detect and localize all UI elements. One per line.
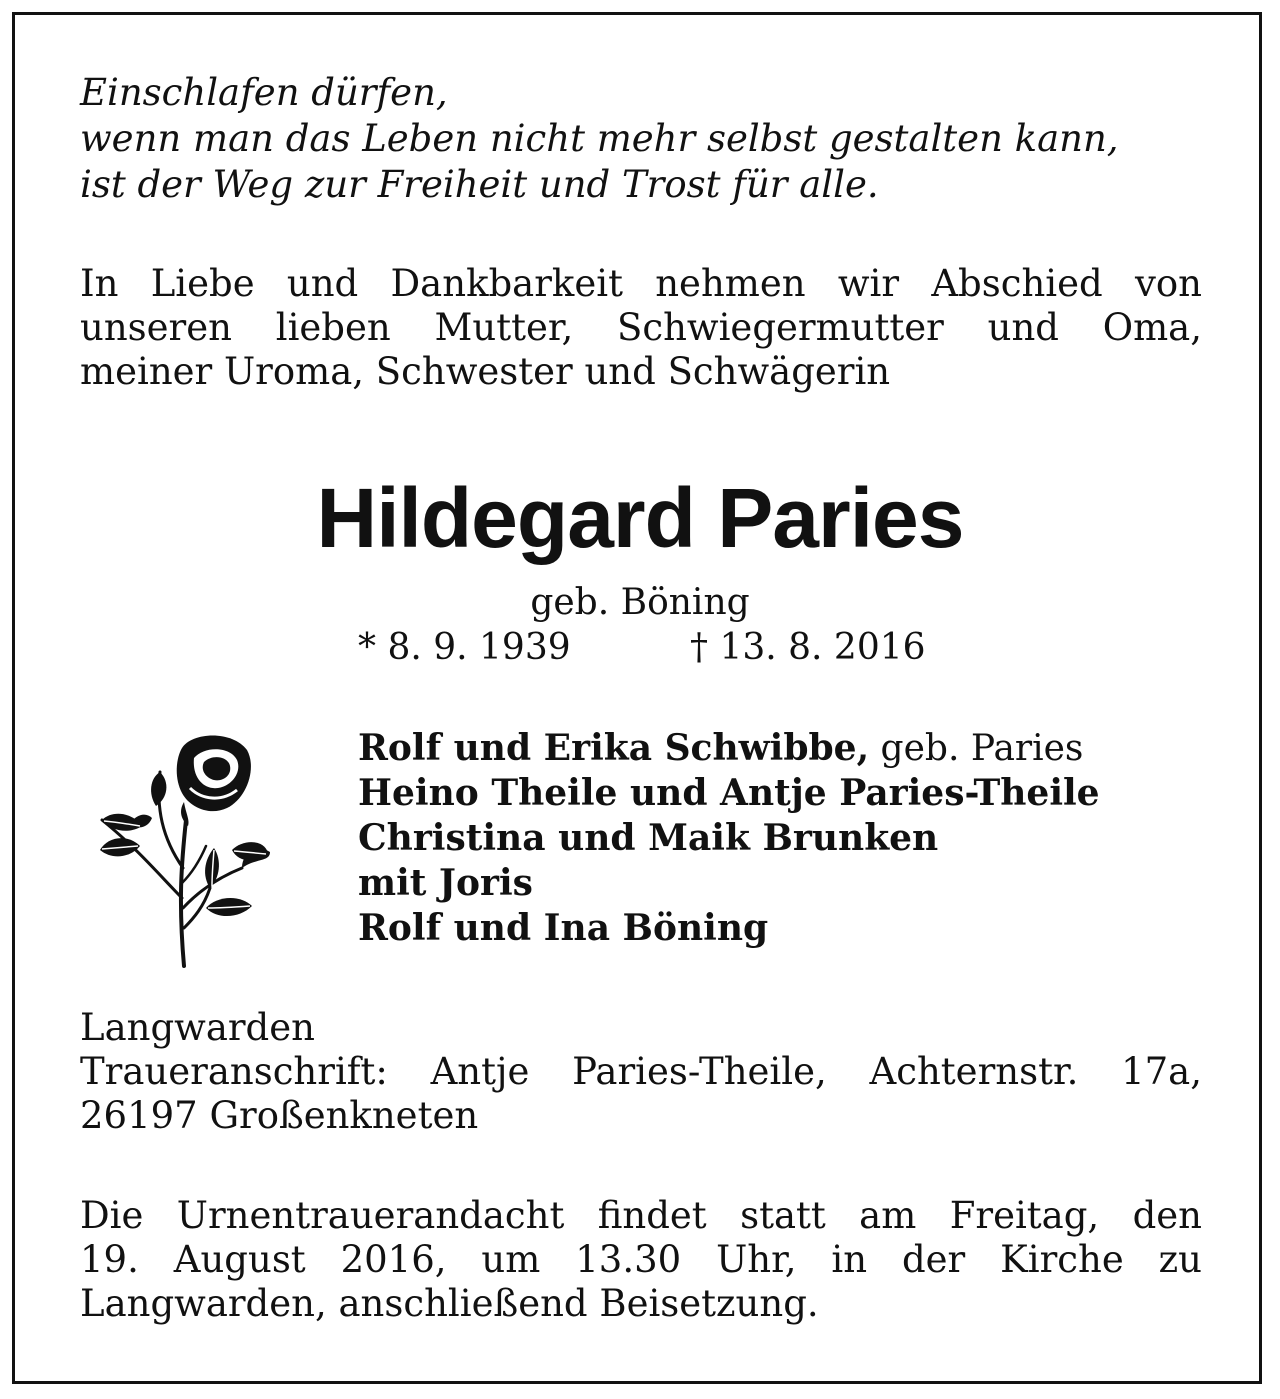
mourner-line bbox=[358, 861, 1100, 906]
motto-verse bbox=[80, 70, 1202, 208]
mourner-name: mit Joris bbox=[358, 862, 533, 904]
mourning-address bbox=[80, 1006, 1202, 1138]
service-notice bbox=[80, 1194, 1202, 1326]
obituary-frame bbox=[12, 12, 1262, 1384]
service-line: Die Urnentrauerandacht findet statt am Freitag, den bbox=[80, 1194, 1202, 1237]
mourner-line bbox=[358, 771, 1100, 816]
mourner-name: Christina und Maik Brunken bbox=[358, 817, 939, 859]
intro-line: unseren lieben Mutter, Schwiegermutter und Oma, bbox=[80, 306, 1202, 349]
motto-line: wenn man das Leben nicht mehr selbst gestalten kann, bbox=[80, 117, 1119, 160]
motto-line: Einschlafen dürfen, bbox=[80, 71, 448, 114]
intro-line: In Liebe und Dankbarkeit nehmen wir Abschied von bbox=[80, 262, 1202, 305]
mourner-line bbox=[358, 816, 1100, 861]
service-line: Langwarden, anschließend Beisetzung. bbox=[80, 1282, 819, 1325]
intro-line: meiner Uroma, Schwester und Schwägerin bbox=[80, 350, 891, 393]
mourners-list bbox=[358, 726, 1100, 951]
mourner-name: Rolf und Ina Böning bbox=[358, 907, 769, 949]
rose-icon bbox=[82, 728, 272, 968]
birth-name: geb. Böning bbox=[530, 582, 750, 623]
birth-date: * 8. 9. 1939 bbox=[358, 627, 571, 668]
mourner-note: geb. Paries bbox=[869, 728, 1084, 769]
address-line: Langwarden bbox=[80, 1006, 315, 1049]
motto-line: ist der Weg zur Freiheit und Trost für alle. bbox=[80, 163, 879, 206]
mourner-line bbox=[358, 726, 1100, 771]
address-line: 26197 Großenkneten bbox=[80, 1094, 479, 1137]
mourner-line bbox=[358, 906, 1100, 951]
mourner-name: Heino Theile und Antje Paries-Theile bbox=[358, 772, 1100, 814]
mourner-name: Rolf und Erika Schwibbe, bbox=[358, 727, 870, 769]
intro-text bbox=[80, 262, 1202, 394]
address-line: Traueranschrift: Antje Paries-Theile, Achternstr. 17a, bbox=[80, 1050, 1202, 1093]
death-date: † 13. 8. 2016 bbox=[690, 627, 926, 668]
service-line: 19. August 2016, um 13.30 Uhr, in der Kirche zu bbox=[80, 1238, 1202, 1281]
deceased-name: Hildegard Paries bbox=[316, 471, 964, 565]
